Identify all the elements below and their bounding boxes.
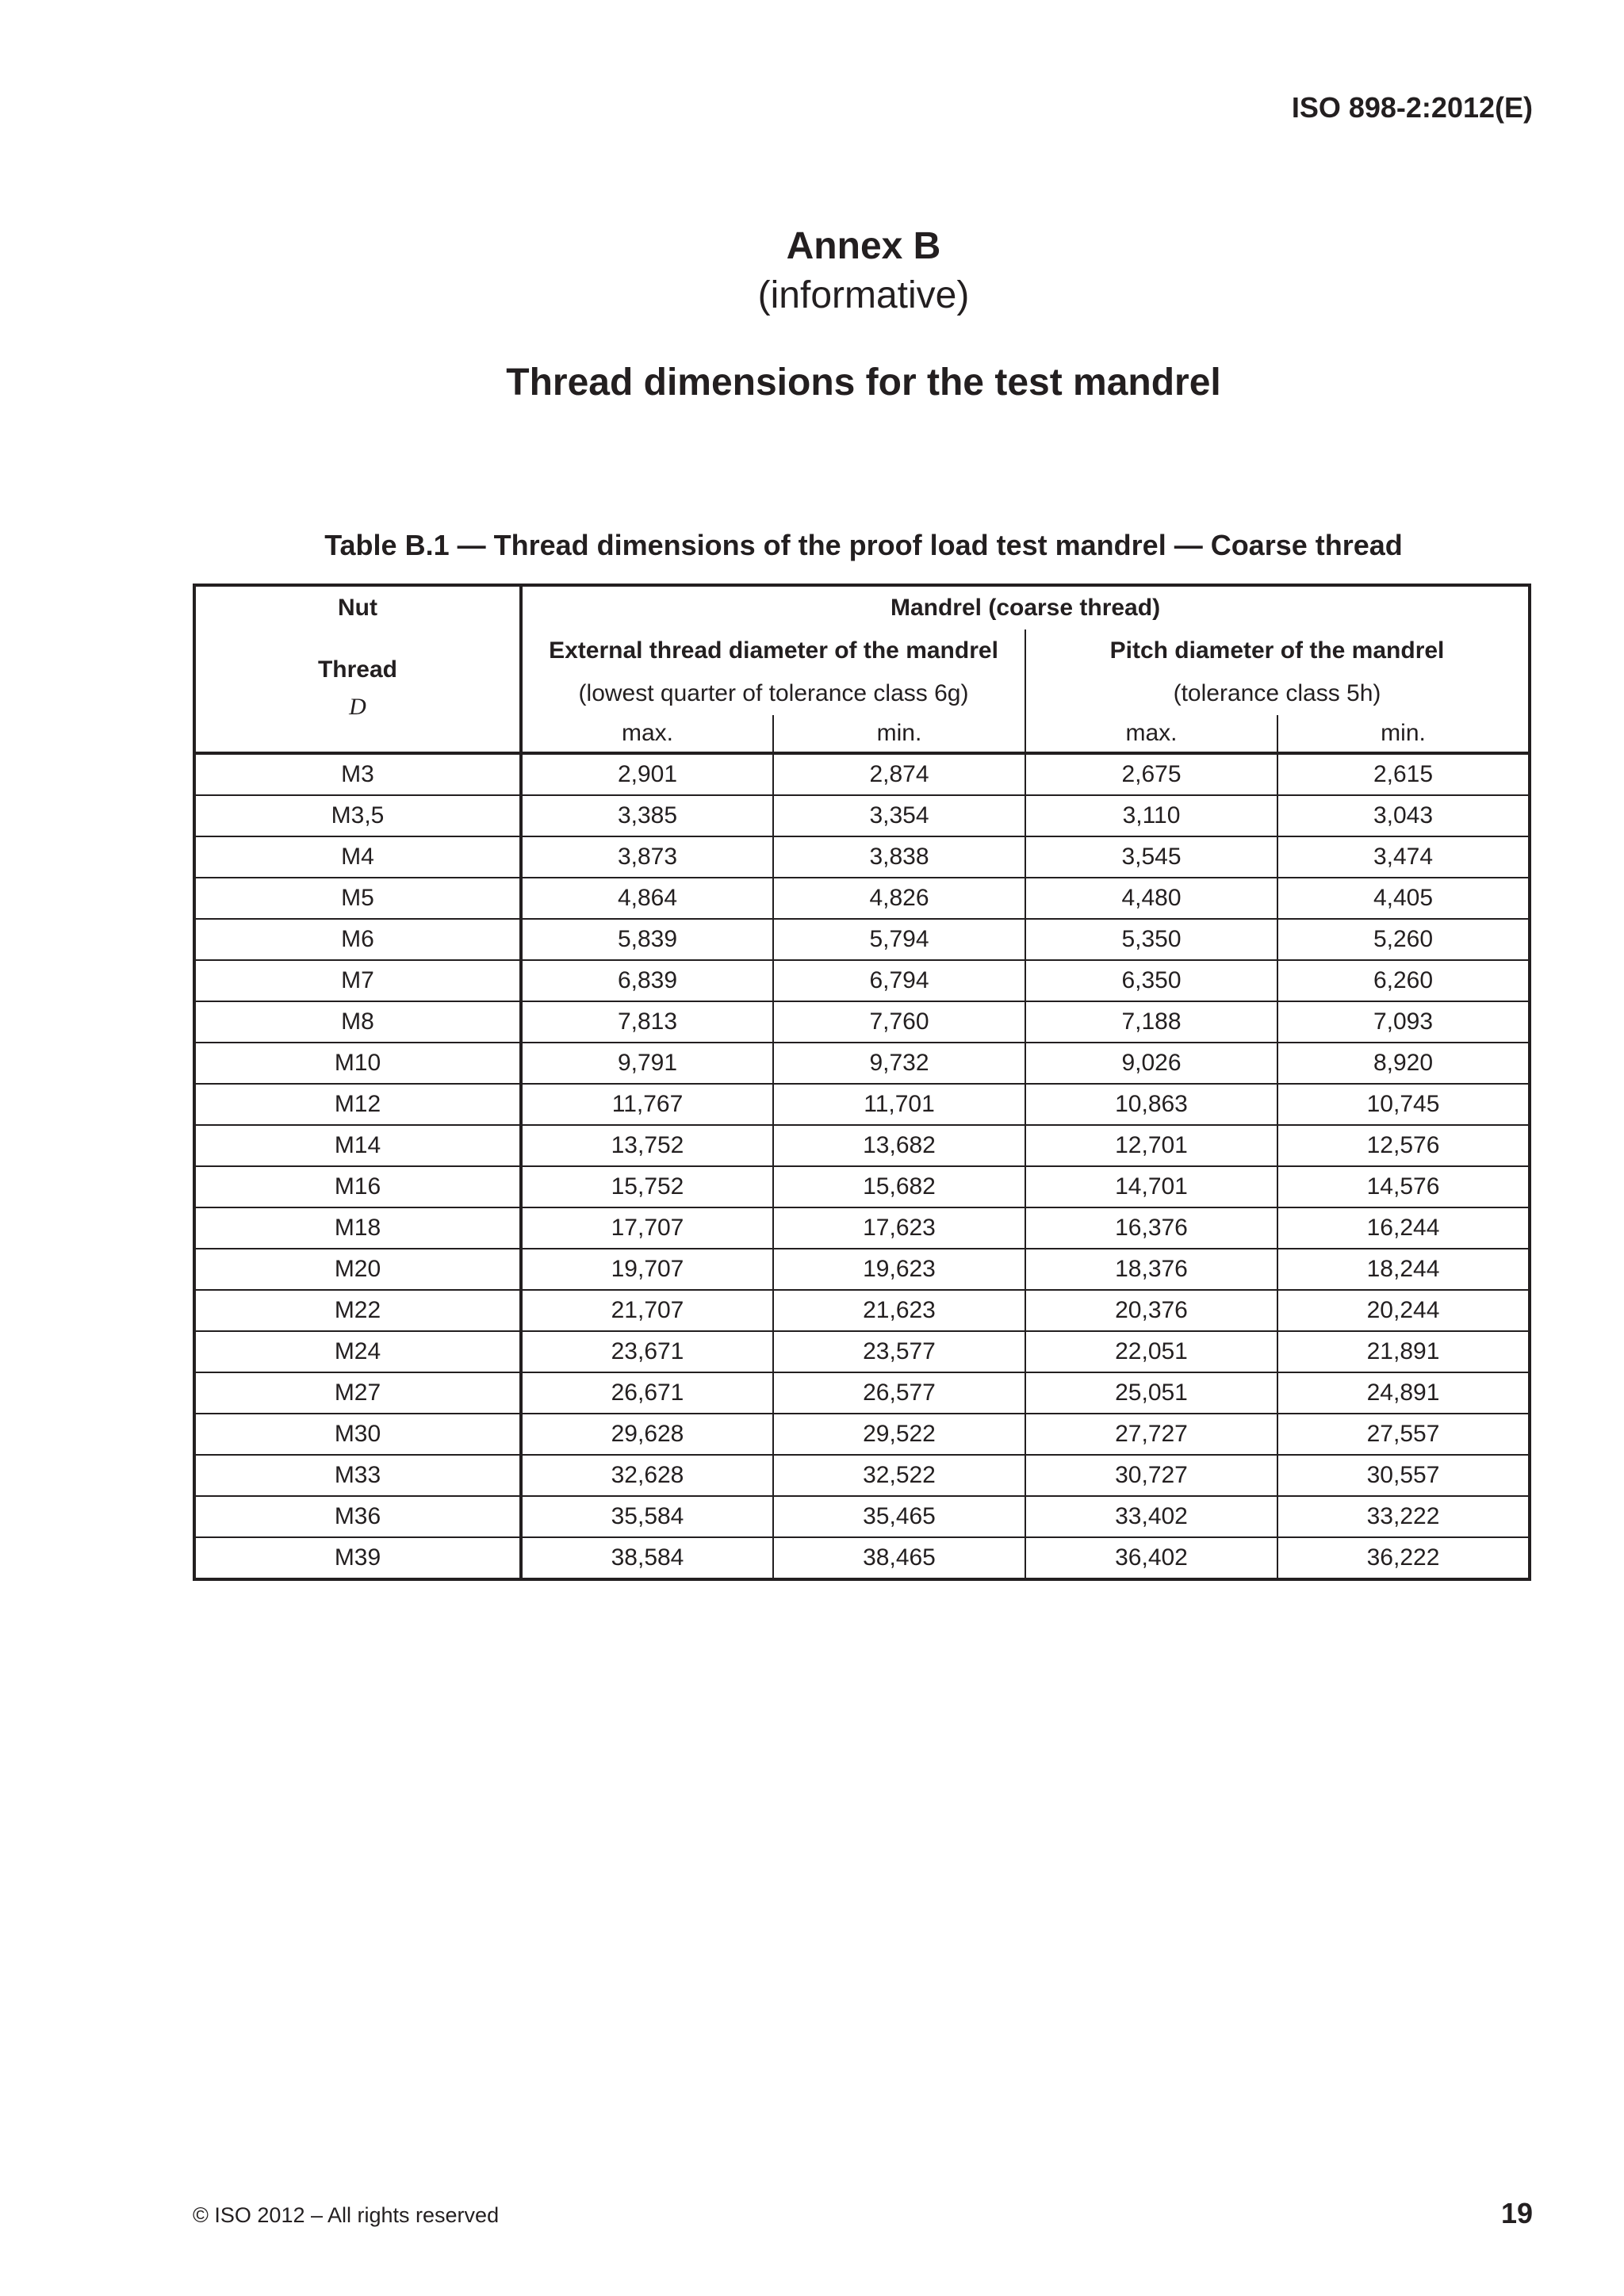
external-min-cell: 3,354 [773,795,1025,836]
external-max-cell: 11,767 [521,1084,773,1125]
table-row [194,1001,1530,1043]
table-row [194,1125,1530,1166]
pitch-max-cell: 3,545 [1025,836,1277,878]
external-min-cell: 5,794 [773,919,1025,960]
external-max-header: max. [521,715,773,753]
pitch-min-cell: 24,891 [1277,1372,1530,1414]
external-diameter-header: External thread diameter of the mandrel [521,629,1025,672]
pitch-min-header: min. [1277,715,1530,753]
mandrel-header: Mandrel (coarse thread) [890,595,1161,621]
pitch-max-cell: 2,675 [1025,753,1277,795]
pitch-min-cell: 5,260 [1277,919,1530,960]
pitch-max-cell: 36,402 [1025,1537,1277,1579]
thread-size-cell: M3,5 [194,795,521,836]
external-min-cell: 11,701 [773,1084,1025,1125]
table-row [194,1207,1530,1249]
external-max-cell: 7,813 [521,1001,773,1043]
external-max-cell: 35,584 [521,1496,773,1537]
pitch-min-cell: 3,474 [1277,836,1530,878]
table-row [194,1043,1530,1084]
external-min-cell: 6,794 [773,960,1025,1001]
thread-size-cell: M22 [194,1290,521,1331]
table-row [194,919,1530,960]
external-max-cell: 3,873 [521,836,773,878]
table-row [194,1331,1530,1372]
table-row [194,753,1530,795]
pitch-min-cell: 36,222 [1277,1537,1530,1579]
pitch-min-cell: 2,615 [1373,761,1434,787]
pitch-min-cell: 21,891 [1277,1331,1530,1372]
external-min-cell: 21,623 [773,1290,1025,1331]
external-max-cell: 2,901 [521,753,773,795]
table-caption: Table B.1 — Thread dimensions of the proof load test mandrel — Coarse thread [324,529,1403,561]
table-row [194,1166,1530,1207]
external-min-cell: 19,623 [773,1249,1025,1290]
thread-size-cell: M16 [194,1166,521,1207]
table-row [194,1537,1530,1579]
pitch-max-cell: 27,727 [1025,1414,1277,1455]
pitch-min-cell: 3,043 [1277,795,1530,836]
thread-size-cell: M33 [194,1455,521,1496]
external-max-cell: 6,839 [521,960,773,1001]
thread-size-cell: M27 [194,1372,521,1414]
nut-header-cell [194,585,521,753]
pitch-max-cell: 16,376 [1025,1207,1277,1249]
pitch-min-cell: 7,093 [1277,1001,1530,1043]
external-max-cell: 15,752 [521,1166,773,1207]
pitch-min-cell: 30,557 [1277,1455,1530,1496]
external-max-cell: 29,628 [521,1414,773,1455]
thread-header: Thread [317,656,398,683]
pitch-max-cell: 14,701 [1025,1166,1277,1207]
pitch-max-cell: 18,376 [1025,1249,1277,1290]
pitch-max-cell: 3,110 [1025,795,1277,836]
thread-size-cell: M30 [194,1414,521,1455]
external-max-cell: 5,839 [521,919,773,960]
thread-size-cell: M4 [194,836,521,878]
thread-size-cell: M8 [194,1001,521,1043]
pitch-min-cell: 16,244 [1277,1207,1530,1249]
pitch-max-cell: 10,863 [1025,1084,1277,1125]
external-max-cell: 26,671 [521,1372,773,1414]
external-max-cell: 38,584 [521,1537,773,1579]
table-row [194,1496,1530,1537]
pitch-diameter-header: Pitch diameter of the mandrel [1109,637,1445,664]
pitch-max-cell: 9,026 [1025,1043,1277,1084]
thread-size-cell: M5 [194,878,521,919]
thread-size-cell: M3 [194,753,521,795]
section-title: Thread dimensions for the test mandrel [506,362,1221,404]
thread-size-cell: M12 [194,1084,521,1125]
copyright-notice: © ISO 2012 – All rights reserved [193,2203,500,2227]
pitch-min-cell: 6,260 [1277,960,1530,1001]
pitch-max-cell: 6,350 [1025,960,1277,1001]
table-row [194,795,1530,836]
table-row [194,1455,1530,1496]
page-number: 19 [1500,2197,1533,2229]
pitch-min-cell: 12,576 [1277,1125,1530,1166]
pitch-tolerance-note: (tolerance class 5h) [1173,680,1381,706]
table-row [194,1249,1530,1290]
thread-size-cell: M6 [194,919,521,960]
thread-size-cell: M18 [194,1207,521,1249]
pitch-max-cell: 12,701 [1025,1125,1277,1166]
external-min-cell: 9,732 [773,1043,1025,1084]
thread-dimensions-table [193,584,1531,1581]
nut-header: Nut [338,595,377,621]
external-max-cell: 17,707 [521,1207,773,1249]
pitch-min-cell: 10,745 [1277,1084,1530,1125]
table-body [194,753,1530,1579]
pitch-min-cell: 4,405 [1277,878,1530,919]
thread-size-cell: M20 [194,1249,521,1290]
thread-size-cell: M36 [194,1496,521,1537]
pitch-max-cell: 25,051 [1025,1372,1277,1414]
external-min-cell: 13,682 [773,1125,1025,1166]
external-min-cell: 17,623 [773,1207,1025,1249]
annex-heading [0,222,1624,320]
external-min-cell: 35,465 [773,1496,1025,1537]
pitch-max-cell: 20,376 [1025,1290,1277,1331]
external-min-cell: 4,826 [773,878,1025,919]
pitch-max-cell: 7,188 [1025,1001,1277,1043]
pitch-max-cell: 4,480 [1025,878,1277,919]
thread-size-cell: M10 [194,1043,521,1084]
external-max-cell: 32,628 [521,1455,773,1496]
table-row [194,1414,1530,1455]
external-min-cell: 23,577 [773,1331,1025,1372]
external-min-cell: 38,465 [773,1537,1025,1579]
external-max-cell: 4,864 [521,878,773,919]
pitch-min-cell: 8,920 [1277,1043,1530,1084]
external-max-cell: 3,385 [521,795,773,836]
pitch-min-cell: 14,576 [1277,1166,1530,1207]
pitch-min-cell: 33,222 [1277,1496,1530,1537]
pitch-max-cell: 30,727 [1025,1455,1277,1496]
pitch-max-header: max. [1025,715,1277,753]
thread-size-cell: M14 [194,1125,521,1166]
thread-symbol: D [349,694,366,720]
table-row [194,960,1530,1001]
document-id: ISO 898-2:2012(E) [1291,91,1533,124]
external-max-cell: 21,707 [521,1290,773,1331]
pitch-max-cell: 33,402 [1025,1496,1277,1537]
table-row [194,1290,1530,1331]
annex-subtitle: (informative) [757,274,970,316]
external-min-cell: 2,874 [773,753,1025,795]
external-min-cell: 29,522 [773,1414,1025,1455]
pitch-max-cell: 5,350 [1025,919,1277,960]
external-min-cell: 26,577 [773,1372,1025,1414]
pitch-max-cell: 22,051 [1025,1331,1277,1372]
external-max-cell: 23,671 [521,1331,773,1372]
external-tolerance-note: (lowest quarter of tolerance class 6g) [521,672,1025,715]
external-min-header: min. [773,715,1025,753]
thread-size-cell: M24 [194,1331,521,1372]
thread-size-cell: M39 [194,1537,521,1579]
external-min-cell: 15,682 [773,1166,1025,1207]
external-min-cell: 7,760 [773,1001,1025,1043]
table-row [194,1372,1530,1414]
external-max-cell: 13,752 [521,1125,773,1166]
external-max-cell: 19,707 [521,1249,773,1290]
pitch-min-cell: 18,244 [1277,1249,1530,1290]
table-row [194,1084,1530,1125]
external-min-cell: 32,522 [773,1455,1025,1496]
pitch-min-cell: 20,244 [1277,1290,1530,1331]
external-min-cell: 3,838 [773,836,1025,878]
table-row [194,878,1530,919]
pitch-min-cell: 27,557 [1277,1414,1530,1455]
annex-title: Annex B [786,225,941,267]
thread-size-cell: M7 [194,960,521,1001]
table-row [194,836,1530,878]
external-max-cell: 9,791 [521,1043,773,1084]
